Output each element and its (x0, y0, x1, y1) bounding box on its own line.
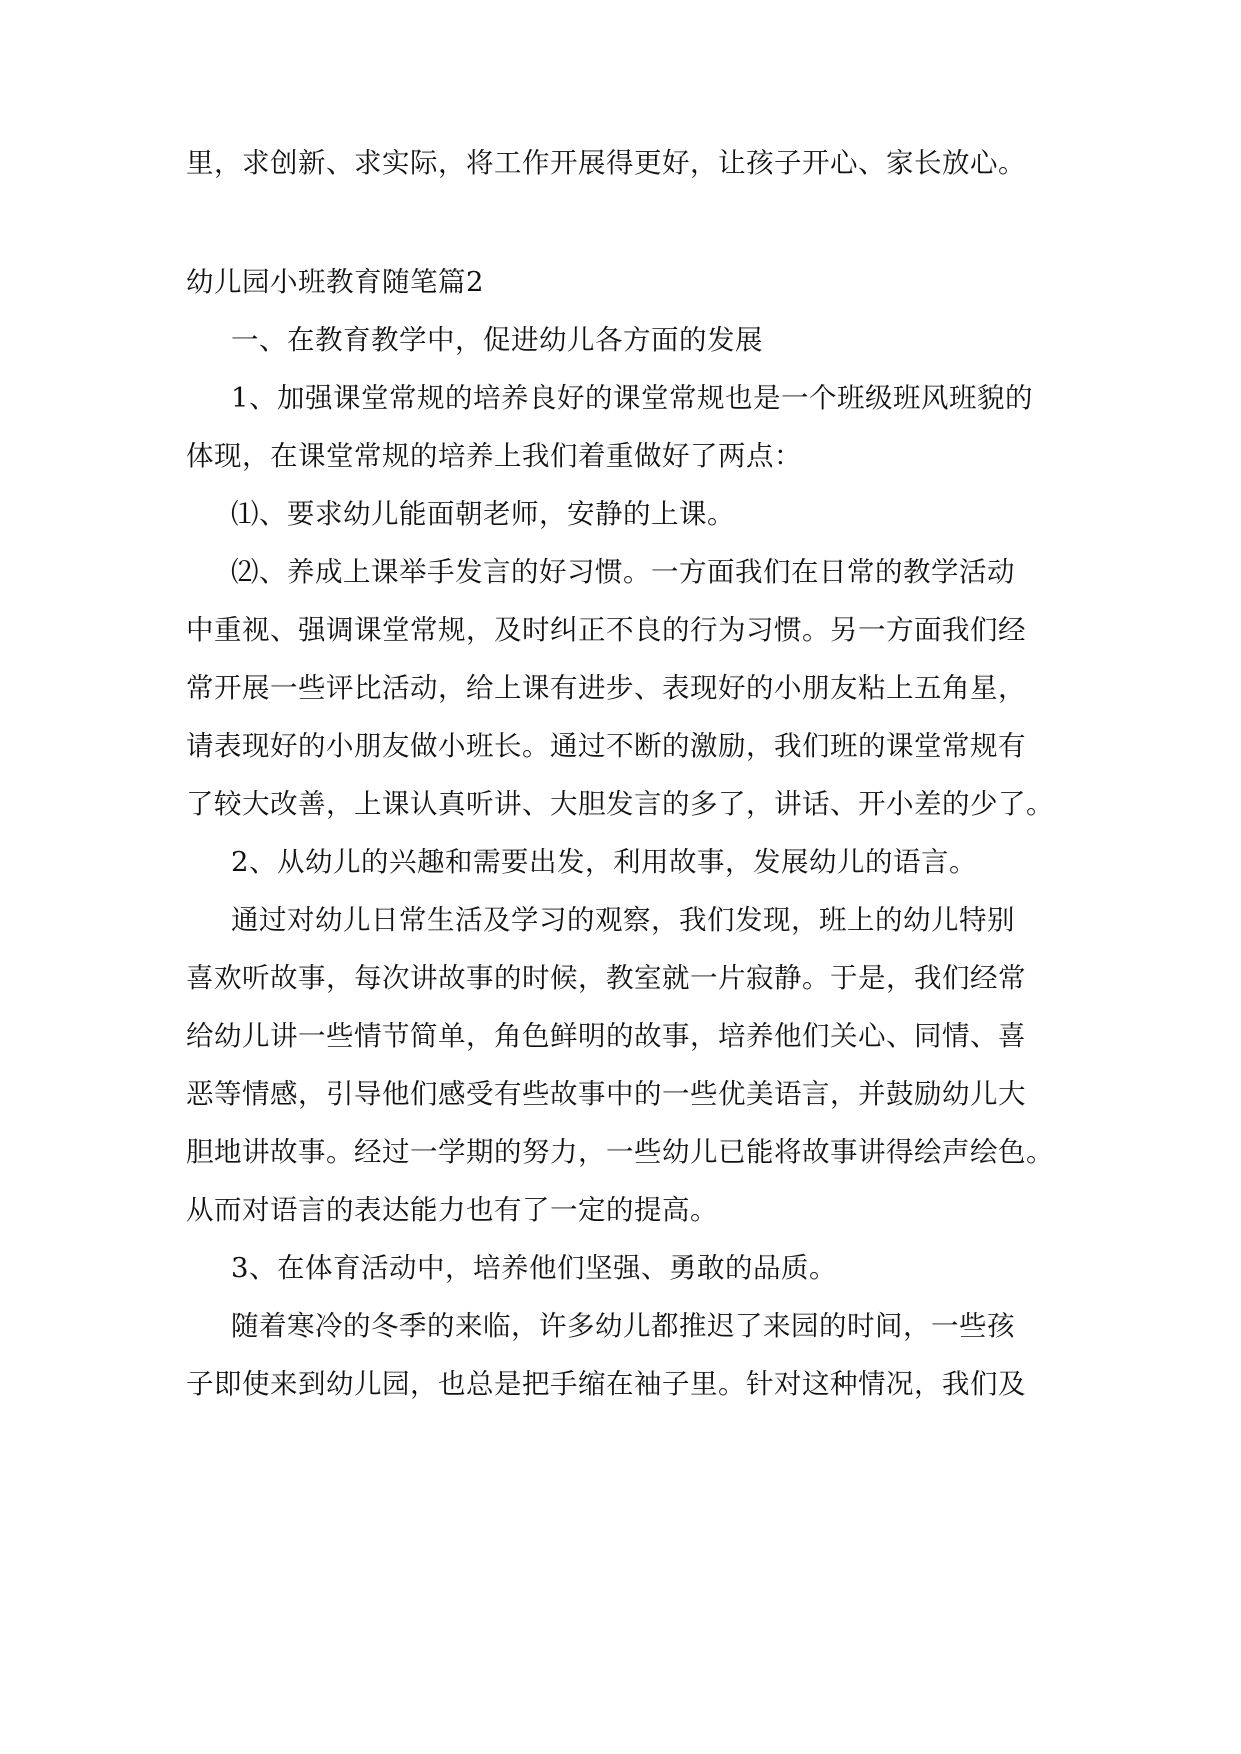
text-line-10: 请表现好的小朋友做小班长。通过不断的激励，我们班的课堂常规有 (186, 730, 1026, 762)
text-line-21: 子即使来到幼儿园，也总是把手缩在袖子里。针对这种情况，我们及 (186, 1368, 1026, 1400)
text-line-14: 喜欢听故事，每次讲故事的时候，教室就一片寂静。于是，我们经常 (186, 962, 1026, 994)
text-line-13: 通过对幼儿日常生活及学习的观察，我们发现，班上的幼儿特别 (231, 904, 1015, 936)
text-line-12: 2、从幼儿的兴趣和需要出发，利用故事，发展幼儿的语言。 (231, 846, 977, 878)
text-line-7: ⑵、养成上课举手发言的好习惯。一方面我们在日常的教学活动 (231, 556, 1015, 588)
text-line-1: 里，求创新、求实际，将工作开展得更好，让孩子开心、家长放心。 (186, 147, 1026, 179)
text-line-19: 3、在体育活动中，培养他们坚强、勇敢的品质。 (231, 1252, 837, 1284)
text-line-15: 给幼儿讲一些情节简单，角色鲜明的故事，培养他们关心、同情、喜 (186, 1020, 1026, 1052)
text-line-17: 胆地讲故事。经过一学期的努力，一些幼儿已能将故事讲得绘声绘色。 (186, 1136, 1054, 1168)
subheading-1: 一、在教育教学中，促进幼儿各方面的发展 (231, 324, 763, 356)
text-line-6: ⑴、要求幼儿能面朝老师，安静的上课。 (231, 498, 735, 530)
section-heading: 幼儿园小班教育随笔篇2 (186, 266, 484, 298)
text-line-18: 从而对语言的表达能力也有了一定的提高。 (186, 1194, 718, 1226)
text-line-16: 恶等情感，引导他们感受有些故事中的一些优美语言，并鼓励幼儿大 (186, 1078, 1026, 1110)
text-line-5: 体现，在课堂常规的培养上我们着重做好了两点： (186, 440, 802, 472)
text-line-9: 常开展一些评比活动，给上课有进步、表现好的小朋友粘上五角星， (186, 672, 1026, 704)
text-line-8: 中重视、强调课堂常规，及时纠正不良的行为习惯。另一方面我们经 (186, 614, 1026, 646)
text-line-4: 1、加强课堂常规的培养良好的课堂常规也是一个班级班风班貌的 (231, 382, 1033, 414)
text-line-20: 随着寒冷的冬季的来临，许多幼儿都推迟了来园的时间，一些孩 (231, 1310, 1015, 1342)
text-line-11: 了较大改善，上课认真听讲、大胆发言的多了，讲话、开小差的少了。 (186, 788, 1054, 820)
